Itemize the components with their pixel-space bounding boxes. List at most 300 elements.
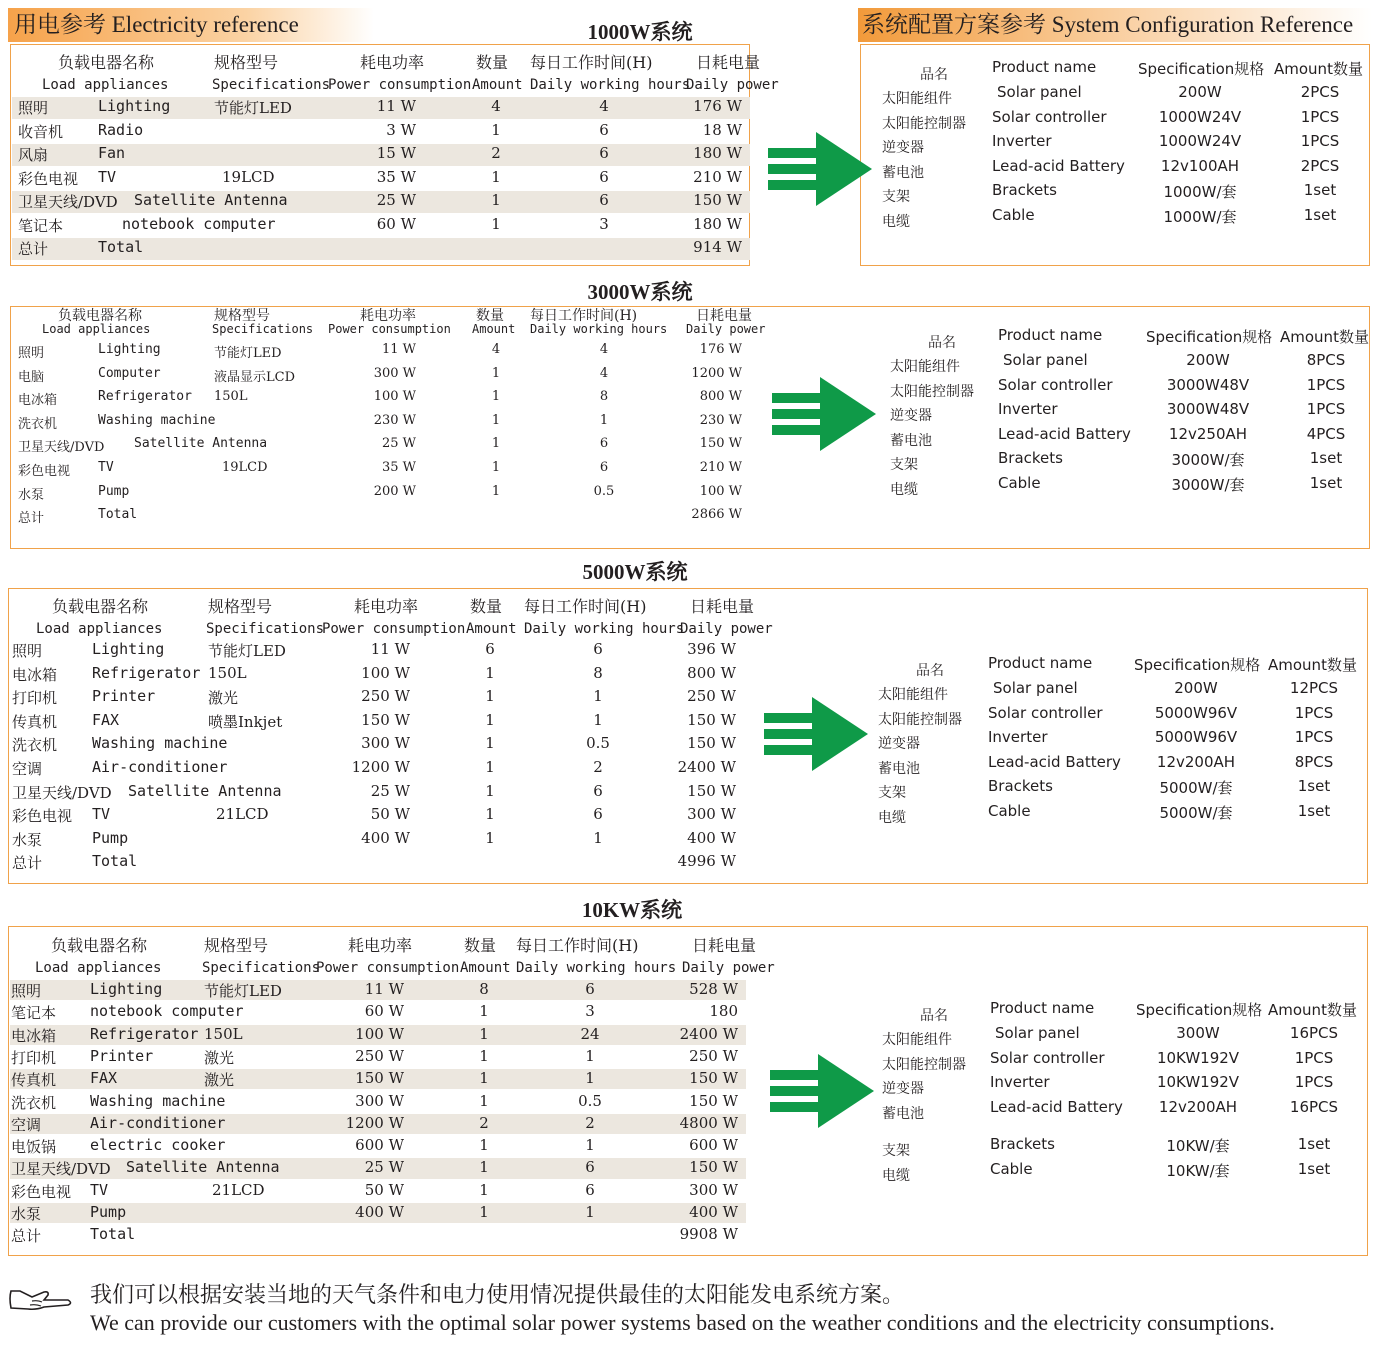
column-header-cn: 规格型号 (214, 53, 279, 72)
appliance-name-en: electric cooker (90, 1136, 226, 1155)
column-header-cn: 耗电功率 (360, 308, 416, 324)
column-header-en: Specifications (202, 960, 321, 976)
appliance-name-en: Air-conditioner (90, 1113, 226, 1132)
config-product-name: Solar controller (998, 375, 1113, 394)
amount: 1 (479, 1069, 489, 1088)
column-header-cn: 数量 (476, 53, 509, 72)
appliance-name-cn: 洗衣机 (12, 736, 58, 755)
config-product-name: Inverter (992, 132, 1052, 150)
power-consumption: 400 W (361, 828, 410, 847)
daily-hours: 3 (585, 1002, 595, 1021)
daily-hours: 1 (593, 687, 603, 706)
column-header-en: Power consumption (328, 322, 451, 336)
daily-power: 230 W (699, 412, 742, 428)
power-consumption: 600 W (355, 1136, 404, 1155)
power-consumption: 200 W (373, 483, 416, 499)
specification: 150L (214, 389, 248, 405)
config-product-name: Lead-acid Battery (990, 1097, 1123, 1116)
config-amount: 1PCS (1306, 375, 1346, 394)
power-consumption: 250 W (355, 1046, 404, 1065)
amount: 1 (485, 805, 495, 824)
daily-hours: 6 (599, 436, 609, 452)
appliance-name-en: Fan (98, 144, 126, 162)
config-item-cn: 太阳能组件 (882, 1032, 952, 1048)
config-item-cn: 电缆 (882, 213, 910, 230)
appliance-name-en: Washing machine (90, 1091, 226, 1110)
config-item-cn: 支架 (878, 785, 906, 801)
daily-hours: 6 (599, 120, 609, 139)
power-consumption: 100 W (361, 663, 410, 682)
config-amount: 8PCS (1294, 752, 1334, 771)
power-consumption: 25 W (376, 191, 416, 209)
column-header-en: Specifications (212, 322, 314, 336)
daily-power: 150 W (687, 781, 736, 800)
specification: 21LCD (212, 1180, 265, 1199)
column-header-en: Load appliances (35, 960, 162, 976)
config-item-cn: 蓄电池 (890, 432, 932, 449)
appliance-name-en: Satellite Antenna (126, 1158, 280, 1177)
config-product-name: Solar controller (990, 1048, 1105, 1067)
config-amount: 16PCS (1289, 1024, 1339, 1042)
appliance-name-en: Lighting (92, 640, 165, 658)
specification: 激光 (208, 689, 239, 708)
specification: 150L (204, 1024, 243, 1043)
daily-hours: 2 (593, 758, 603, 776)
config-header-product: Product name (988, 654, 1093, 672)
electricity-reference-header: 用电参考 Electricity reference (8, 8, 374, 42)
amount: 6 (485, 640, 495, 658)
config-amount: 1PCS (1294, 1073, 1334, 1091)
appliance-name-cn: 洗衣机 (18, 416, 58, 432)
column-header-cn: 耗电功率 (360, 53, 425, 72)
config-specification: 10KW/套 (1166, 1137, 1230, 1155)
appliance-name-cn: 总计 (12, 854, 43, 873)
appliance-name-en: FAX (90, 1069, 118, 1088)
specification: 21LCD (216, 805, 269, 824)
appliance-name-en: Total (98, 238, 144, 256)
section-title: 10KW系统 (581, 898, 683, 922)
power-consumption: 60 W (364, 1002, 404, 1021)
amount: 1 (491, 167, 501, 186)
daily-power: 150 W (687, 734, 736, 753)
appliance-name-cn: 水泵 (12, 830, 43, 849)
daily-hours: 0.5 (578, 1091, 602, 1110)
config-specification: 1000W24V (1158, 132, 1242, 150)
section-title: 3000W系统 (587, 280, 693, 304)
config-amount: 1PCS (1294, 703, 1334, 722)
config-amount: 2PCS (1300, 83, 1340, 101)
column-header-cn: 每日工作时间(H) (524, 597, 647, 616)
appliance-name-cn: 照明 (18, 346, 45, 361)
right-arrow-icon (770, 375, 880, 455)
column-header-cn: 耗电功率 (348, 936, 413, 955)
power-consumption: 300 W (361, 734, 410, 753)
config-amount: 1set (1297, 777, 1331, 795)
appliance-name-en: Lighting (90, 980, 163, 998)
specification: 节能灯LED (214, 99, 292, 117)
appliance-name-en: Lighting (98, 342, 161, 357)
config-amount: 1set (1309, 449, 1343, 467)
column-header-en: Power consumption (328, 77, 472, 93)
config-product-name: Cable (992, 205, 1035, 224)
config-amount: 16PCS (1289, 1097, 1339, 1116)
amount: 1 (485, 663, 495, 682)
config-item-cn: 逆变器 (882, 1081, 924, 1097)
daily-hours: 1 (585, 1046, 595, 1065)
daily-power: 100 W (699, 483, 742, 499)
specification: 激光 (204, 1071, 235, 1090)
amount: 1 (491, 483, 501, 499)
power-consumption: 11 W (376, 97, 416, 115)
daily-power: 914 W (693, 238, 742, 256)
daily-power: 300 W (687, 805, 736, 824)
config-specification: 5000W96V (1154, 728, 1238, 746)
amount: 1 (491, 412, 501, 428)
specification: 节能灯LED (208, 642, 286, 660)
power-consumption: 250 W (361, 687, 410, 706)
right-arrow-icon (766, 130, 876, 210)
power-consumption: 25 W (381, 436, 416, 452)
daily-power: 4800 W (679, 1113, 738, 1132)
daily-power: 150 W (689, 1091, 738, 1110)
daily-power: 2400 W (677, 758, 736, 776)
appliance-name-cn: 笔记本 (11, 1004, 57, 1023)
config-item-cn: 蓄电池 (882, 164, 924, 181)
appliance-name-cn: 电冰箱 (11, 1026, 57, 1045)
amount: 1 (485, 758, 495, 776)
appliance-name-cn: 风扇 (18, 146, 49, 164)
appliance-name-cn: 电饭锅 (11, 1138, 57, 1157)
footer-english-note: We can provide our customers with the optimal solar power systems based on the weather conditions and the electricity consumptions. (90, 1310, 1275, 1335)
column-header-en: Specifications (212, 77, 331, 93)
column-header-en: Amount (460, 960, 511, 976)
amount: 1 (479, 1158, 489, 1177)
appliance-name-cn: 水泵 (11, 1205, 42, 1223)
appliance-name-en: Pump (92, 828, 129, 847)
system-config-reference-header: 系统配置方案参考 System Configuration Reference (858, 8, 1372, 42)
amount: 1 (479, 1203, 489, 1221)
daily-power: 400 W (689, 1203, 738, 1221)
amount: 1 (479, 1091, 489, 1110)
config-amount: 12PCS (1289, 679, 1339, 697)
config-amount: 4PCS (1306, 424, 1346, 443)
amount: 1 (479, 1024, 489, 1043)
config-item-cn: 支架 (890, 457, 918, 473)
daily-hours: 6 (593, 640, 603, 658)
daily-power: 800 W (687, 663, 736, 682)
column-header-en: Daily working hours (530, 322, 668, 336)
appliance-name-en: TV (90, 1180, 109, 1199)
daily-hours: 6 (599, 167, 609, 186)
power-consumption: 35 W (376, 167, 416, 186)
appliance-name-cn: 总计 (11, 1227, 42, 1246)
config-amount: 1set (1303, 181, 1337, 199)
power-consumption: 11 W (381, 342, 416, 357)
daily-hours: 1 (593, 710, 603, 729)
appliance-name-en: Refrigerator (92, 663, 201, 682)
config-item-cn: 电缆 (878, 809, 906, 826)
config-header-amount: Amount数量 (1268, 1001, 1357, 1019)
appliance-name-en: Total (90, 1225, 136, 1244)
config-header-spec: Specification规格 (1136, 1001, 1263, 1019)
config-specification: 200W (1178, 83, 1222, 101)
amount: 1 (491, 214, 501, 233)
appliance-name-cn: 笔记本 (18, 216, 64, 235)
config-specification: 1000W/套 (1163, 207, 1237, 226)
appliance-name-cn: 照明 (11, 982, 42, 1000)
daily-hours: 24 (580, 1024, 600, 1043)
config-header-product: Product name (990, 999, 1095, 1017)
daily-power: 180 W (693, 214, 742, 233)
config-product-name: Brackets (988, 777, 1053, 795)
power-consumption: 15 W (376, 144, 416, 162)
daily-power: 528 W (689, 980, 738, 998)
column-header-cn: 规格型号 (204, 936, 269, 955)
power-consumption: 300 W (355, 1091, 404, 1110)
power-consumption: 150 W (361, 710, 410, 729)
config-amount: 8PCS (1306, 351, 1346, 369)
appliance-name-cn: 总计 (18, 240, 49, 258)
daily-hours: 6 (599, 191, 609, 209)
appliance-name-cn: 卫星天线/DVD (11, 1160, 111, 1179)
config-header-spec: Specification规格 (1134, 656, 1261, 674)
specification: 喷墨Inkjet (208, 712, 283, 731)
appliance-name-cn: 卫星天线/DVD (12, 783, 112, 802)
daily-hours: 6 (593, 781, 603, 800)
appliance-name-cn: 卫星天线/DVD (18, 440, 105, 456)
column-header-cn: 日耗电量 (690, 597, 755, 616)
column-header-en: Daily power (682, 960, 775, 976)
daily-hours: 1 (585, 1136, 595, 1155)
appliance-name-en: TV (92, 805, 111, 824)
config-product-name: Inverter (988, 728, 1048, 746)
config-amount: 1PCS (1300, 132, 1340, 150)
power-consumption: 11 W (364, 980, 404, 998)
amount: 1 (491, 460, 501, 475)
appliance-name-en: TV (98, 167, 117, 186)
daily-hours: 6 (585, 980, 595, 998)
column-header-cn: 数量 (470, 597, 503, 616)
specification: 节能灯LED (204, 982, 282, 1000)
daily-power: 400 W (687, 828, 736, 847)
config-specification: 3000W48V (1166, 375, 1250, 394)
config-item-cn: 逆变器 (890, 408, 932, 424)
column-header-en: Amount (466, 621, 517, 637)
config-header-spec: Specification规格 (1146, 328, 1273, 346)
appliance-name-cn: 彩色电视 (11, 1182, 72, 1201)
config-specification: 10KW/套 (1166, 1161, 1230, 1180)
power-consumption: 11 W (370, 640, 410, 658)
daily-power: 210 W (693, 167, 742, 186)
config-item-cn: 太阳能控制器 (878, 711, 962, 728)
daily-hours: 1 (585, 1069, 595, 1088)
daily-hours: 3 (599, 214, 609, 233)
config-product-name: Brackets (998, 449, 1063, 467)
daily-power: 150 W (699, 436, 742, 452)
config-product-name: Solar controller (992, 107, 1107, 126)
config-product-name: Inverter (998, 400, 1058, 418)
config-item-cn: 支架 (882, 189, 910, 205)
config-amount: 1PCS (1294, 728, 1334, 746)
appliance-name-cn: 总计 (18, 511, 45, 527)
section-title: 5000W系统 (582, 560, 688, 584)
config-specification: 12v200AH (1156, 752, 1236, 771)
daily-hours: 1 (585, 1203, 595, 1221)
daily-hours: 1 (593, 828, 603, 847)
config-item-cn: 太阳能组件 (890, 359, 960, 375)
daily-power: 250 W (687, 687, 736, 706)
amount: 1 (485, 710, 495, 729)
appliance-name-cn: 卫星天线/DVD (18, 193, 118, 211)
power-consumption: 100 W (355, 1024, 404, 1043)
daily-power: 396 W (687, 640, 736, 658)
config-header-amount: Amount数量 (1280, 328, 1369, 346)
daily-power: 300 W (689, 1180, 738, 1199)
appliance-name-en: FAX (92, 710, 120, 729)
config-product-name: Lead-acid Battery (992, 156, 1125, 175)
specification: 节能灯LED (214, 346, 282, 361)
daily-power: 210 W (699, 460, 742, 475)
appliance-name-en: Air-conditioner (92, 758, 228, 776)
column-header-cn: 负载电器名称 (51, 936, 148, 955)
column-header-en: Load appliances (42, 77, 169, 93)
column-header-cn: 日耗电量 (696, 53, 761, 72)
column-header-en: Load appliances (42, 322, 151, 336)
amount: 2 (491, 144, 501, 162)
appliance-name-cn: 照明 (12, 642, 43, 660)
appliance-name-cn: 电脑 (18, 369, 45, 385)
section-title: 1000W系统 (587, 20, 693, 44)
appliance-name-cn: 打印机 (12, 689, 58, 708)
daily-power: 250 W (689, 1046, 738, 1065)
column-header-cn: 规格型号 (214, 308, 270, 324)
specification: 19LCD (222, 460, 268, 475)
daily-hours: 4 (599, 365, 609, 381)
right-arrow-icon (768, 1052, 878, 1132)
appliance-name-cn: 打印机 (11, 1048, 57, 1067)
config-item-cn: 蓄电池 (878, 760, 920, 777)
config-item-cn: 支架 (882, 1143, 910, 1159)
daily-hours: 8 (599, 389, 609, 405)
amount: 8 (479, 980, 489, 998)
column-header-cn: 每日工作时间(H) (530, 308, 638, 324)
power-consumption: 25 W (370, 781, 410, 800)
pointing-hand-icon (8, 1283, 74, 1313)
config-amount: 1set (1309, 473, 1343, 492)
appliance-name-en: Satellite Antenna (134, 191, 288, 209)
amount: 1 (485, 687, 495, 706)
daily-power: 18 W (702, 120, 742, 139)
amount: 1 (491, 436, 501, 452)
config-specification: 10KW192V (1156, 1073, 1240, 1091)
config-header-amount: Amount数量 (1274, 60, 1363, 78)
config-amount: 1set (1297, 801, 1331, 820)
column-header-cn: 数量 (476, 308, 504, 324)
config-header-amount: Amount数量 (1268, 656, 1357, 674)
daily-power: 150 W (689, 1158, 738, 1177)
amount: 1 (479, 1180, 489, 1199)
column-header-en: Load appliances (36, 621, 163, 637)
amount: 1 (485, 781, 495, 800)
daily-hours: 0.5 (586, 734, 610, 753)
appliance-name-en: Lighting (98, 97, 171, 115)
right-arrow-icon (762, 695, 872, 775)
config-product-name: Lead-acid Battery (998, 424, 1131, 443)
daily-hours: 4 (599, 342, 609, 357)
config-amount: 2PCS (1300, 156, 1340, 175)
config-specification: 12v100AH (1160, 156, 1240, 175)
appliance-name-en: notebook computer (90, 1002, 244, 1021)
config-specification: 12v250AH (1168, 424, 1248, 443)
config-item-cn: 太阳能控制器 (882, 1056, 966, 1073)
appliance-name-cn: 彩色电视 (18, 169, 79, 188)
power-consumption: 400 W (355, 1203, 404, 1221)
daily-hours: 4 (599, 97, 609, 115)
daily-power: 1200 W (691, 365, 742, 381)
daily-hours: 6 (585, 1158, 595, 1177)
daily-hours: 1 (599, 412, 609, 428)
appliance-name-en: Pump (90, 1203, 127, 1221)
column-header-en: Daily power (686, 322, 766, 336)
daily-power: 150 W (689, 1069, 738, 1088)
footer-chinese-note: 我们可以根据安装当地的天气条件和电力使用情况提供最佳的太阳能发电系统方案。 (90, 1283, 905, 1308)
daily-power: 2866 W (691, 507, 742, 523)
config-item-cn: 逆变器 (878, 736, 920, 752)
column-header-cn: 耗电功率 (354, 597, 419, 616)
config-product-name: Cable (988, 801, 1031, 820)
amount: 4 (491, 342, 501, 357)
daily-power: 4996 W (677, 852, 736, 871)
appliance-name-cn: 彩色电视 (18, 464, 71, 479)
config-specification: 300W (1176, 1024, 1220, 1042)
power-consumption: 50 W (370, 805, 410, 824)
power-consumption: 150 W (355, 1069, 404, 1088)
config-product-name: Solar panel (1003, 351, 1088, 369)
appliance-name-en: Satellite Antenna (128, 781, 282, 800)
config-product-name: Inverter (990, 1073, 1050, 1091)
power-consumption: 3 W (386, 120, 416, 139)
column-header-en: Specifications (206, 621, 325, 637)
daily-hours: 6 (599, 460, 609, 475)
power-consumption: 300 W (373, 365, 416, 381)
appliance-name-en: Printer (90, 1046, 154, 1065)
config-amount: 1PCS (1300, 107, 1340, 126)
config-amount: 1PCS (1294, 1048, 1334, 1067)
appliance-name-en: Printer (92, 687, 156, 706)
power-consumption: 25 W (364, 1158, 404, 1177)
config-specification: 5000W/套 (1159, 779, 1233, 797)
appliance-name-en: TV (98, 460, 114, 475)
daily-power: 9908 W (679, 1225, 738, 1244)
config-product-name: Solar panel (995, 1024, 1080, 1042)
config-amount: 1PCS (1306, 400, 1346, 418)
daily-power: 176 W (693, 97, 742, 115)
config-specification: 200W (1174, 679, 1218, 697)
column-header-en: Power consumption (322, 621, 466, 637)
config-specification: 5000W96V (1154, 703, 1238, 722)
column-header-cn: 每日工作时间(H) (516, 936, 639, 955)
column-header-en: Daily power (680, 621, 773, 637)
daily-power: 150 W (687, 710, 736, 729)
config-header-product: Product name (998, 326, 1103, 344)
amount: 4 (491, 97, 501, 115)
specification: 150L (208, 663, 247, 682)
config-item-cn: 太阳能控制器 (882, 115, 966, 132)
column-header-en: Daily working hours (524, 621, 685, 637)
specification: 19LCD (222, 167, 275, 186)
config-item-cn: 电缆 (882, 1167, 910, 1184)
amount: 2 (479, 1113, 489, 1132)
